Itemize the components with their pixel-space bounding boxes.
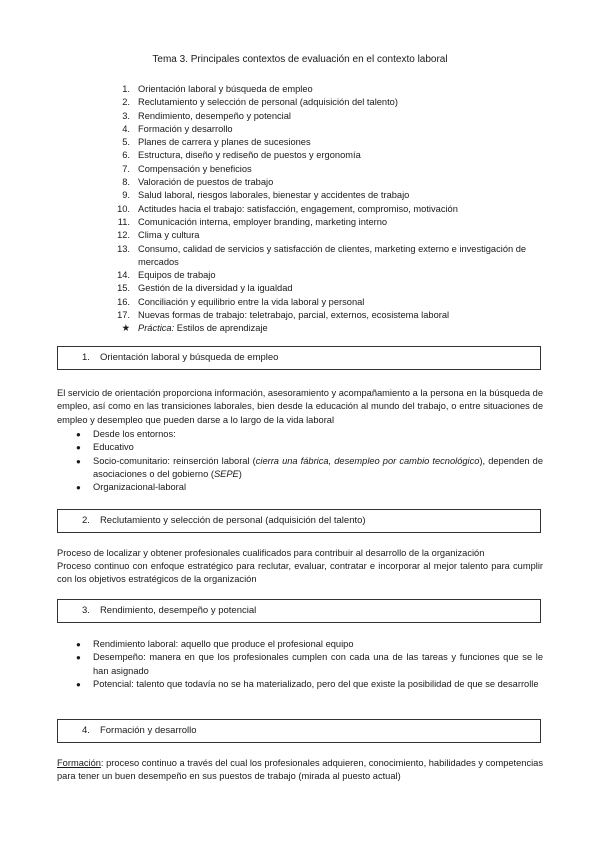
bullet-icon: ● [76, 640, 81, 649]
bullet-icon: ● [76, 456, 81, 466]
section3-bullets [76, 638, 543, 691]
section4-paragraph: Formación: proceso continuo a través del cual los profesionales adquieren, conocimiento, habilidades y competencias para tener un buen desempeño en sus puestos de trabajo (mirada al puesto actual) [57, 758, 543, 782]
toc-item: 15. Gestión de la diversidad y la igualdad [117, 283, 293, 294]
toc-item: 12. Clima y cultura [117, 230, 200, 241]
section2-line2: Proceso continuo con enfoque estratégico para reclutar, evaluar, contratar e incorporar al mejor talento para cumplir con los objetivos estratégicos de la organización [57, 561, 543, 585]
bullet-icon: ● [76, 443, 81, 453]
table-of-contents [108, 83, 548, 336]
toc-item: 3. Rendimiento, desempeño y potencial [122, 110, 291, 121]
list-item: ● Socio-comunitario: reinserción laboral (cierra una fábrica, desempleo por cambio tecnológico), dependen de asociaciones o del gobierno (SEPE) [76, 455, 543, 482]
toc-item: 2. Reclutamiento y selección de personal (adquisición del talento) [122, 97, 398, 108]
section-heading-1: 1. Orientación laboral y búsqueda de empleo [57, 346, 541, 370]
section1-paragraph: El servicio de orientación proporciona información, asesoramiento y acompañamiento a la persona en la búsqueda de empleo, así como en las transiciones laborales, bien desde la educación al mundo del trabajo, o entre situaciones de empleo y desempleo que pueden darse a lo largo de la vida laboral [57, 388, 543, 425]
toc-item: 10. Actitudes hacia el trabajo: satisfacción, engagement, compromiso, motivación [117, 203, 458, 214]
section-heading-3: 3. Rendimiento, desempeño y potencial [57, 599, 541, 623]
bullet-icon: ● [76, 483, 81, 493]
page-title: Tema 3. Principales contextos de evaluación en el contexto laboral [152, 54, 448, 65]
list-item: ● Rendimiento laboral: aquello que produce el profesional equipo [76, 638, 543, 651]
star-icon: ★ [121, 323, 130, 334]
toc-item: 5. Planes de carrera y planes de sucesiones [122, 137, 311, 148]
toc-item: 16. Conciliación y equilibrio entre la vida laboral y personal [117, 296, 365, 307]
list-item: ● Organizacional-laboral [76, 481, 543, 494]
section-heading-4: 4. Formación y desarrollo [57, 719, 541, 743]
toc-item: 7. Compensación y beneficios [122, 163, 252, 174]
toc-item: 11. Comunicación interna, employer branding, marketing interno [117, 216, 388, 227]
section1-bullets [76, 428, 543, 494]
toc-item: 13. Consumo, calidad de servicios y satisfacción de clientes, marketing externo e investigación de mercados [117, 243, 527, 267]
toc-item: 9. Salud laboral, riesgos laborales, bienestar y accidentes de trabajo [122, 190, 410, 201]
section2-line1: Proceso de localizar y obtener profesionales cualificados para contribuir al desarrollo de la organización [57, 548, 485, 558]
toc-practica: ★ Práctica: Estilos de aprendizaje [108, 322, 548, 335]
list-item: ● Desde los entornos: [76, 428, 543, 441]
term-formacion: Formación [57, 758, 101, 768]
section-heading-2: 2. Reclutamiento y selección de personal (adquisición del talento) [57, 509, 541, 533]
toc-item: 4. Formación y desarrollo [122, 123, 233, 134]
toc-item: 1. Orientación laboral y búsqueda de empleo [122, 84, 313, 94]
toc-item: 8. Valoración de puestos de trabajo [122, 177, 274, 188]
toc-item: 6. Estructura, diseño y rediseño de puestos y ergonomía [122, 150, 361, 161]
bullet-icon: ● [76, 653, 81, 663]
toc-item: 14. Equipos de trabajo [117, 270, 216, 281]
bullet-icon: ● [76, 679, 81, 689]
list-item: ● Educativo [76, 441, 543, 454]
toc-item: 17. Nuevas formas de trabajo: teletrabajo, parcial, externos, ecosistema laboral [117, 310, 450, 321]
bullet-icon: ● [76, 430, 81, 439]
list-item: ● Potencial: talento que todavía no se ha materializado, pero del que existe la posibilidad de que se desarrolle [76, 678, 543, 691]
list-item: ● Desempeño: manera en que los profesionales cumplen con cada una de las tareas y funciones que se le han asignado [76, 651, 543, 678]
